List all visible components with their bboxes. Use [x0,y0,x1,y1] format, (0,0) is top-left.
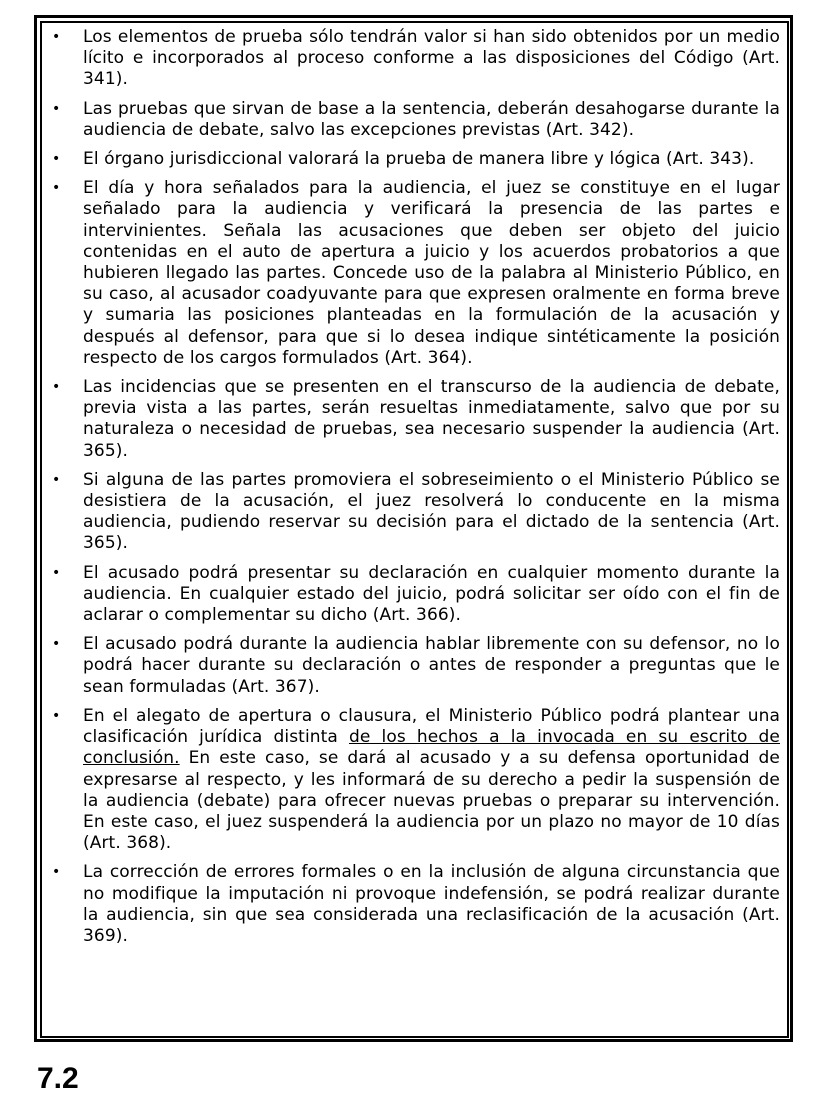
list-item-text: El acusado podrá durante la audiencia hablar libremente con su defensor, no lo podrá hacer durante su declaración o antes de responder a preguntas que le sean formuladas (Art. 367). [83,634,780,697]
list-item [50,178,780,369]
bullet-icon: • [52,864,61,881]
list-item [50,563,780,627]
bullet-icon: • [52,29,61,45]
list-item-text: Los elementos de prueba sólo tendrán valor si han sido obtenidos por un medio lícito e incorporados al proceso conforme a las disposiciones del Código (Art. 341). [83,27,780,90]
list-item-text: Las incidencias que se presenten en el transcurso de la audiencia de debate, previa vista a las partes, serán resueltas inmediatamente, salvo que por su naturaleza o necesidad de pruebas, sea necesario suspender la audiencia (Art. 365). [83,377,780,461]
list-item-text: El día y hora señalados para la audiencia, el juez se constituye en el lugar señalado para la audiencia y verificará la presencia de las partes e intervinientes. Señala las acusaciones que deben ser objeto del juicio contenidas en el auto de apertura a juicio y los acuerdos probatorios a que hubieren llegado las partes. Concede uso de la palabra al Ministerio Público, en su caso, al acusador coadyuvante para que expresen oralmente en forma breve y sumaria las posiciones planteadas en la formulación de la acusación y después al defensor, para que si lo desea indique sintéticamente la posición respecto de los cargos formulados (Art. 364). [83,178,780,368]
bullet-icon: • [52,151,61,168]
bullet-icon: • [52,100,61,117]
list-item-text: El órgano jurisdiccional valorará la prueba de manera libre y lógica (Art. 343). [83,149,755,170]
list-item [50,470,780,555]
list-item-text: La corrección de errores formales o en la inclusión de alguna circunstancia que no modifique la imputación ni provoque indefensión, se podrá realizar durante la audiencia, sin que sea considerada una reclasificación de la acusación (Art. 369). [83,862,780,946]
list-item-text: Si alguna de las partes promoviera el sobreseimiento o el Ministerio Público se desistiera de la acusación, el juez resolverá lo conducente en la misma audiencia, pudiendo reservar su decisión para el dictado de la sentencia (Art. 365). [83,469,780,554]
list-item-text: El acusado podrá presentar su declaración en cualquier momento durante la audiencia. En cualquier estado del juicio, podrá solicitar ser oído con el fin de aclarar o complementar su dicho (Art. 366). [83,562,780,626]
list-item-text-before: En el alegato de apertura o clausura, el Ministerio Público podrá plantear una clasificación jurídica distinta [83,705,780,748]
list-item [50,634,780,698]
list-item [50,149,780,170]
bullet-icon: • [52,180,61,197]
bullet-icon: • [52,564,61,581]
bullet-icon: • [52,379,61,396]
bullet-icon: • [52,471,61,488]
bullet-icon: • [52,636,61,653]
document-body [50,27,780,955]
list-item [50,27,780,91]
underlined-text: de los hechos a la invocada en su escrito de conclusión. [83,727,780,769]
page-number: 7.2 [37,1062,79,1095]
bullet-icon: • [52,707,61,724]
list-item-text-after: En este caso, se dará al acusado y a su defensa oportunidad de expresarse al respecto, y les informará de su derecho a pedir la suspensión de la audiencia (debate) para ofrecer nuevas pruebas o preparar su intervención. En este caso, el juez suspenderá la audiencia por un plazo no mayor de 10 días (Art. 368). [83,748,780,854]
list-item [50,99,780,141]
list-item [50,377,780,462]
list-item [50,706,780,854]
list-item [50,862,780,947]
list-item-text: Las pruebas que sirvan de base a la sentencia, deberán desahogarse durante la audiencia de debate, salvo las excepciones previstas (Art. 342). [83,98,780,140]
bullet-list [50,27,780,947]
